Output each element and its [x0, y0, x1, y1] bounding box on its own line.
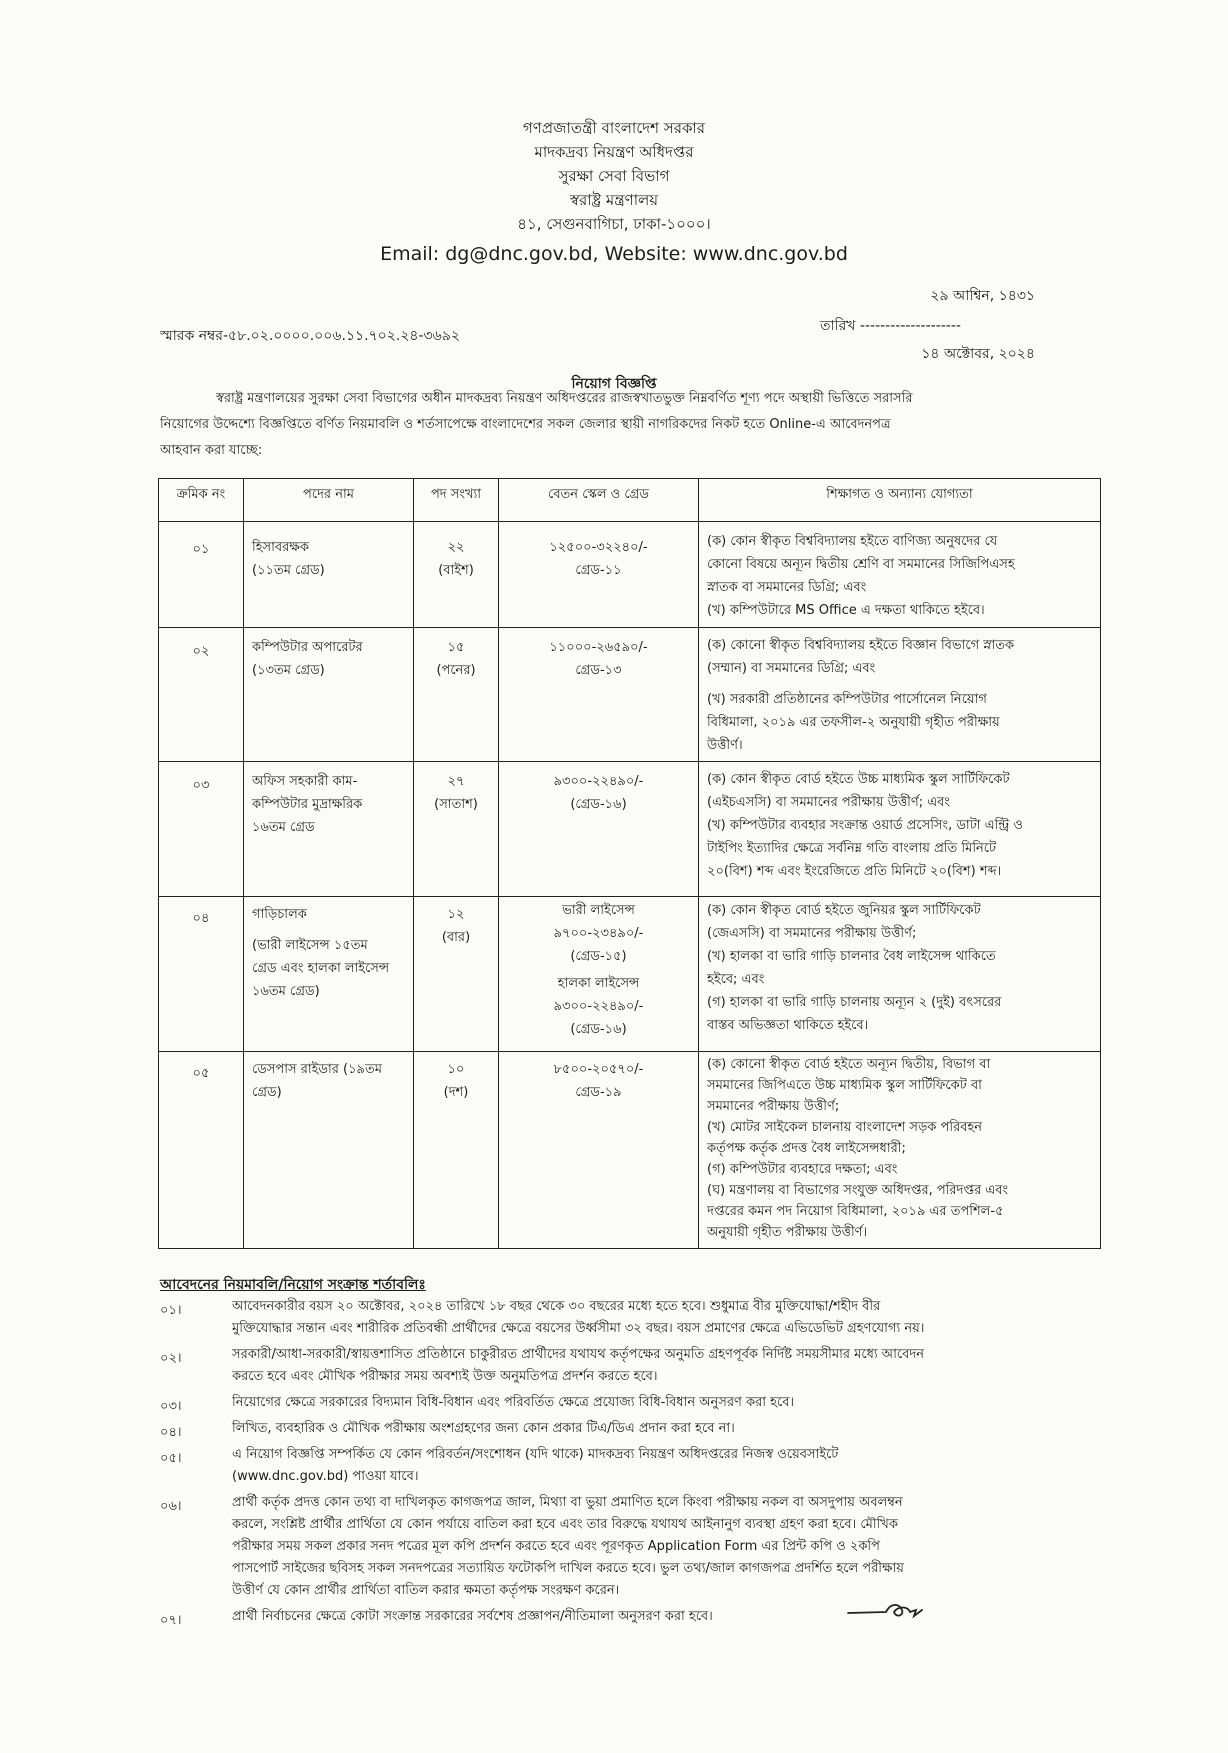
cell-scale [499, 522, 699, 628]
qual-line: কোনো বিষয়ে অন্যূন দ্বিতীয় শ্রেণি বা সমমানের সিজিপিএসহ [707, 557, 1015, 572]
condition-number: ০১। [160, 1303, 182, 1318]
scale-line: গ্রেড-১৯ [575, 1085, 622, 1100]
qual-line: সমমানের পরীক্ষায় উত্তীর্ণ; [707, 1099, 840, 1114]
qual-line: (এইচএসসি) বা সমমানের পরীক্ষায় উত্তীর্ণ; এবং [707, 795, 950, 810]
conditions-title: আবেদনের নিয়মাবলি/নিয়োগ সংক্রান্ত শর্তাবলিঃ [160, 1277, 426, 1293]
count-line: ১০ [447, 1062, 465, 1077]
posts-table [158, 478, 1101, 1249]
table-row [159, 1052, 1101, 1249]
count-line: (দশ) [443, 1085, 469, 1100]
condition-line: পরীক্ষার সময় সকল প্রকার সনদ পত্রের মূল কপি প্রদর্শন করতে হবে এবং পূরণকৃত Application Form এর প্রিন্ট কপি ও ২কপি [232, 1539, 880, 1554]
condition-number: ০২। [160, 1351, 182, 1366]
header-qualification: শিক্ষাগত ও অন্যান্য যোগ্যতা [699, 479, 1101, 522]
cell-serial: ০৪ [159, 897, 244, 1052]
post-line: কম্পিউটার অপারেটর [252, 640, 363, 655]
header-scale: বেতন স্কেল ও গ্রেড [499, 479, 699, 522]
cell-scale [499, 762, 699, 897]
cell-qualification [699, 628, 1101, 762]
cell-count [414, 1052, 499, 1249]
cell-scale [499, 1052, 699, 1249]
qual-line: (ক) কোনো স্বীকৃত বিশ্ববিদ্যালয় হইতে বিজ্ঞান বিভাগে স্নাতক [707, 638, 1015, 653]
post-line: ১৬তম গ্রেড) [252, 984, 320, 999]
cell-serial: ০৩ [159, 762, 244, 897]
cell-qualification [699, 522, 1101, 628]
cell-count [414, 762, 499, 897]
table-row [159, 628, 1101, 762]
count-line: ১২ [447, 907, 465, 922]
scale-line: গ্রেড-১১ [575, 563, 622, 578]
signature-mark [846, 1596, 936, 1626]
cell-post [244, 897, 414, 1052]
qual-line: (গ) হালকা বা ভারি গাড়ি চালনায় অন্যূন ২ (দুই) বৎসরের [707, 995, 1002, 1010]
qual-line: অনুযায়ী গৃহীত পরীক্ষায় উত্তীর্ণ। [707, 1225, 868, 1240]
scale-line: ভারী লাইসেন্স [562, 903, 635, 918]
condition-item [160, 1492, 1104, 1602]
post-line: ১৬তম গ্রেড [252, 820, 315, 835]
qual-line: (ক) কোনো স্বীকৃত বোর্ড হইতে অন্যূন দ্বিতীয়, বিভাগ বা [707, 1057, 991, 1072]
count-line: ২২ [447, 540, 465, 555]
condition-number: ০৬। [160, 1499, 182, 1514]
scale-line: ৮৫০০-২০৫৭০/- [553, 1062, 644, 1077]
cell-qualification [699, 897, 1101, 1052]
memo-number: স্মারক নম্বর-৫৮.০২.০০০০.০০৬.১১.৭০২.২৪-৩৬৯২ [160, 328, 460, 344]
scale-line: গ্রেড-১৩ [575, 663, 622, 678]
condition-line: (www.dnc.gov.bd) পাওয়া যাবে। [232, 1469, 419, 1484]
condition-line: প্রার্থী কর্তৃক প্রদত্ত কোন তথ্য বা দাখিলকৃত কাগজপত্র জাল, মিথ্যা বা ভুয়া প্রমাণিত হলে কিংবা পরীক্ষায় নকল বা অসদুপায় অবলম্বন [232, 1495, 903, 1510]
condition-line: এ নিয়োগ বিজ্ঞপ্তি সম্পর্কিত যে কোন পরিবর্তন/সংশোধন (যদি থাকে) মাদকদ্রব্য নিয়ন্ত্রণ অধিদপ্তরের নিজস্ব ওয়েবসাইটে [232, 1447, 839, 1462]
cell-post [244, 762, 414, 897]
post-line: (১৩তম গ্রেড) [252, 663, 325, 678]
count-line: ২৭ [447, 774, 465, 789]
post-line: হিসাবরক্ষক [252, 540, 309, 555]
condition-item [160, 1344, 1104, 1388]
intro-line: নিয়োগের উদ্দেশ্যে বিজ্ঞপ্তিতে বর্ণিত নিয়মাবলি ও শর্তসাপেক্ষে বাংলাদেশের সকল জেলার স্থায়ী নাগরিকদের নিকট হতে Online-এ আবেদনপত্র [160, 417, 891, 432]
table-row [159, 522, 1101, 628]
post-line: (ভারী লাইসেন্স ১৫তম [252, 938, 368, 953]
intro-line: স্বরাষ্ট্র মন্ত্রণালয়ের সুরক্ষা সেবা বিভাগের অধীন মাদকদ্রব্য নিয়ন্ত্রণ অধিদপ্তরের রাজস্বখাতভুক্ত নিম্নবর্ণিত শূণ্য পদে অস্থায়ী ভিত্তিতে সরাসরি [216, 391, 913, 406]
condition-number: ০৪। [160, 1425, 182, 1440]
count-line: ১৫ [447, 640, 465, 655]
contact-line: Email: dg@dnc.gov.bd, Website: www.dnc.gov.bd [380, 243, 848, 265]
cell-post [244, 1052, 414, 1249]
cell-scale [499, 897, 699, 1052]
condition-item [160, 1296, 1104, 1340]
scale-line: ১২৫০০-৩২২৪০/- [549, 540, 648, 555]
cell-scale [499, 628, 699, 762]
qual-line: (খ) কম্পিউটারে MS Office এ দক্ষতা থাকিতে হইবে। [707, 603, 985, 618]
department-name: মাদকদ্রব্য নিয়ন্ত্রণ অধিদপ্তর [534, 143, 694, 161]
scale-line: ১১০০০-২৬৫৯০/- [549, 640, 648, 655]
scale-line: ৯৩০০-২২৪৯০/- [553, 999, 644, 1014]
qual-line: (ক) কোন স্বীকৃত বোর্ড হইতে জুনিয়র স্কুল সার্টিফিকেট [707, 903, 981, 918]
qual-line: (সম্মান) বা সমমানের ডিগ্রি; এবং [707, 661, 876, 676]
qual-line: (জেএসসি) বা সমমানের পরীক্ষায় উত্তীর্ণ; [707, 926, 917, 941]
scale-line: (গ্রেড-১৬) [570, 797, 627, 812]
header-count: পদ সংখ্যা [414, 479, 499, 522]
intro-line: আহবান করা যাচ্ছে: [160, 443, 263, 458]
condition-line: সরকারী/আধা-সরকারী/স্বায়ত্তশাসিত প্রতিষ্ঠানে চাকুরীরত প্রার্থীদের যথাযথ কর্তৃপক্ষের অনুমতি গ্রহণপূর্বক নির্দিষ্ট সময়সীমার মধ্যে আবেদন [232, 1347, 925, 1362]
table-row [159, 897, 1101, 1052]
condition-line: মুক্তিযোদ্ধার সন্তান এবং শারীরিক প্রতিবন্ধী প্রার্থীদের ক্ষেত্রে বয়সের উর্ধ্বসীমা ৩২ বছর। বয়স প্রমাণের ক্ষেত্রে এভিডেভিট গ্রহণযোগ্য নয়। [232, 1321, 925, 1336]
intro-paragraph [160, 386, 1104, 464]
condition-line: উত্তীর্ণ যে কোন প্রার্থীর প্রার্থিতা বাতিল করার ক্ষমতা কর্তৃপক্ষ সংরক্ষণ করেন। [232, 1583, 620, 1598]
qual-line: বাস্তব অভিজ্ঞতা থাকিতে হইবে। [707, 1018, 869, 1033]
post-line: ডেসপাস রাইডার (১৯তম [252, 1062, 382, 1077]
qual-line: (ক) কোন স্বীকৃত বোর্ড হইতে উচ্চ মাধ্যমিক স্কুল সার্টিফিকেট [707, 772, 1010, 787]
condition-line: করলে, সংশ্লিষ্ট প্রার্থীর প্রার্থিতা যে কোন পর্যায়ে বাতিল করা হবে এবং তার বিরুদ্ধে যথাযথ আইনানুগ ব্যবস্থা গ্রহণ করা হবে। মৌখিক [232, 1517, 898, 1532]
qual-line: স্নাতক বা সমমানের ডিগ্রি; এবং [707, 580, 867, 595]
count-line: (বার) [441, 930, 471, 945]
post-line: (১১তম গ্রেড) [252, 563, 325, 578]
qual-line: সমমানের জিপিএতে উচ্চ মাধ্যমিক স্কুল সার্টিফিকেট বা [707, 1078, 982, 1093]
conditions-list [160, 1294, 1104, 1632]
spacer [252, 926, 405, 934]
cell-post [244, 522, 414, 628]
condition-line: পাসপোর্ট সাইজের ছবিসহ সকল সনদপত্রের সত্যায়িত ফটোকপি দাখিল করতে হবে। ভুল তথ্য/জাল কাগজপত্র প্রদর্শিত হলে পরীক্ষায় [232, 1561, 904, 1576]
qual-line: (ক) কোন স্বীকৃত বিশ্ববিদ্যালয় হইতে বাণিজ্য অনুষদের যে [707, 534, 998, 549]
count-line: (সাতাশ) [434, 797, 478, 812]
condition-item [160, 1606, 1104, 1628]
post-line: গ্রেড) [252, 1085, 282, 1100]
qual-line: ২০(বিশ) শব্দ এবং ইংরেজিতে প্রতি মিনিটে ২০(বিশ) শব্দ। [707, 864, 1002, 879]
count-line: (পনের) [436, 663, 476, 678]
cell-serial: ০২ [159, 628, 244, 762]
condition-line: করতে হবে এবং মৌখিক পরীক্ষার সময় অবশ্যই উক্ত অনুমতিপত্র প্রদর্শন করতে হবে। [232, 1369, 658, 1384]
condition-item [160, 1444, 1104, 1488]
count-line: (বাইশ) [438, 563, 474, 578]
notice-title: নিয়োগ বিজ্ঞপ্তি [571, 376, 657, 392]
table-header-row [159, 479, 1101, 522]
condition-number: ০৩। [160, 1399, 182, 1414]
condition-line: লিখিত, ব্যবহারিক ও মৌখিক পরীক্ষায় অংশগ্রহণের জন্য কোন প্রকার টিএ/ডিএ প্রদান করা হবে না। [232, 1421, 735, 1436]
qual-line: কর্তৃপক্ষ কর্তৃক প্রদত্ত বৈধ লাইসেন্সধারী; [707, 1141, 906, 1156]
qual-line: (খ) সরকারী প্রতিষ্ঠানের কম্পিউটার পার্সোনেল নিয়োগ [707, 692, 987, 707]
condition-item [160, 1392, 1104, 1414]
qual-line: (ঘ) মন্ত্রণালয় বা বিভাগের সংযুক্ত অধিদপ্তর, পরিদপ্তর এবং [707, 1183, 1009, 1198]
condition-item [160, 1418, 1104, 1440]
date-label: তারিখ -------------------- [820, 318, 961, 334]
cell-count [414, 628, 499, 762]
date-english: ১৪ অক্টোবর, ২০২৪ [921, 346, 1035, 362]
table-row [159, 762, 1101, 897]
scale-line: (গ্রেড-১৬) [570, 1022, 627, 1037]
cell-count [414, 897, 499, 1052]
division-name: সুরক্ষা সেবা বিভাগ [558, 167, 670, 185]
qual-line: (খ) হালকা বা ভারি গাড়ি চালনার বৈধ লাইসেন্স থাকিতে [707, 949, 996, 964]
header-serial: ক্রমিক নং [159, 479, 244, 522]
cell-serial: ০৫ [159, 1052, 244, 1249]
qual-line: টাইপিং ইত্যাদির ক্ষেত্রে সর্বনিম্ন গতি বাংলায় প্রতি মিনিটে [707, 841, 997, 856]
qual-line: হইবে; এবং [707, 972, 765, 987]
scale-line: (গ্রেড-১৫) [570, 949, 627, 964]
qual-line: উত্তীর্ণ। [707, 738, 743, 753]
qual-line: দপ্তরের কমন পদ নিয়োগ বিধিমালা, ২০১৯ এর তপশিল-৫ [707, 1204, 1004, 1219]
scale-line: ৯৭০০-২৩৪৯০/- [553, 926, 644, 941]
condition-line: আবেদনকারীর বয়স ২০ অক্টোবর, ২০২৪ তারিখে ১৮ বছর থেকে ৩০ বছরের মধ্যে হতে হবে। শুধুমাত্র বীর মুক্তিযোদ্ধা/শহীদ বীর [232, 1299, 881, 1314]
post-line: গাড়িচালক [252, 907, 307, 922]
cell-count [414, 522, 499, 628]
scale-line: ৯৩০০-২২৪৯০/- [553, 774, 644, 789]
cell-qualification [699, 762, 1101, 897]
condition-number: ০৭। [160, 1613, 182, 1628]
condition-number: ০৫। [160, 1451, 182, 1466]
header-post: পদের নাম [244, 479, 414, 522]
spacer [707, 680, 1092, 688]
qual-line: (খ) কম্পিউটার ব্যবহার সংক্রান্ত ওয়ার্ড প্রসেসিং, ডাটা এন্ট্রি ও [707, 818, 1023, 833]
condition-line: প্রার্থী নির্বাচনের ক্ষেত্রে কোটা সংক্রান্ত সরকারের সর্বশেষ প্রজ্ঞাপন/নীতিমালা অনুসরণ করা হবে। [232, 1609, 713, 1624]
cell-serial: ০১ [159, 522, 244, 628]
post-line: গ্রেড এবং হালকা লাইসেন্স [252, 961, 390, 976]
government-name: গণপ্রজাতন্ত্রী বাংলাদেশ সরকার [522, 119, 706, 137]
letterhead [0, 116, 1228, 270]
qual-line: (গ) কম্পিউটার ব্যবহারে দক্ষতা; এবং [707, 1162, 898, 1177]
date-bangla: ২৯ আশ্বিন, ১৪৩১ [930, 288, 1035, 304]
condition-line: নিয়োগের ক্ষেত্রে সরকারের বিদ্যমান বিধি-বিধান এবং পরিবর্তিত ক্ষেত্রে প্রযোজ্য বিধি-বিধান অনুসরণ করা হবে। [232, 1395, 795, 1410]
scale-line: হালকা লাইসেন্স [557, 976, 640, 991]
cell-qualification [699, 1052, 1101, 1249]
post-line: কম্পিউটার মুদ্রাক্ষরিক [252, 797, 363, 812]
office-address: ৪১, সেগুনবাগিচা, ঢাকা-১০০০। [517, 215, 711, 233]
ministry-name: স্বরাষ্ট্র মন্ত্রণালয় [569, 191, 659, 209]
post-line: অফিস সহকারী কাম- [252, 774, 358, 789]
qual-line: (খ) মোটর সাইকেল চালনায় বাংলাদেশ সড়ক পরিবহন [707, 1120, 983, 1135]
qual-line: বিধিমালা, ২০১৯ এর তফসীল-২ অনুযায়ী গৃহীত পরীক্ষায় [707, 715, 1000, 730]
cell-post [244, 628, 414, 762]
